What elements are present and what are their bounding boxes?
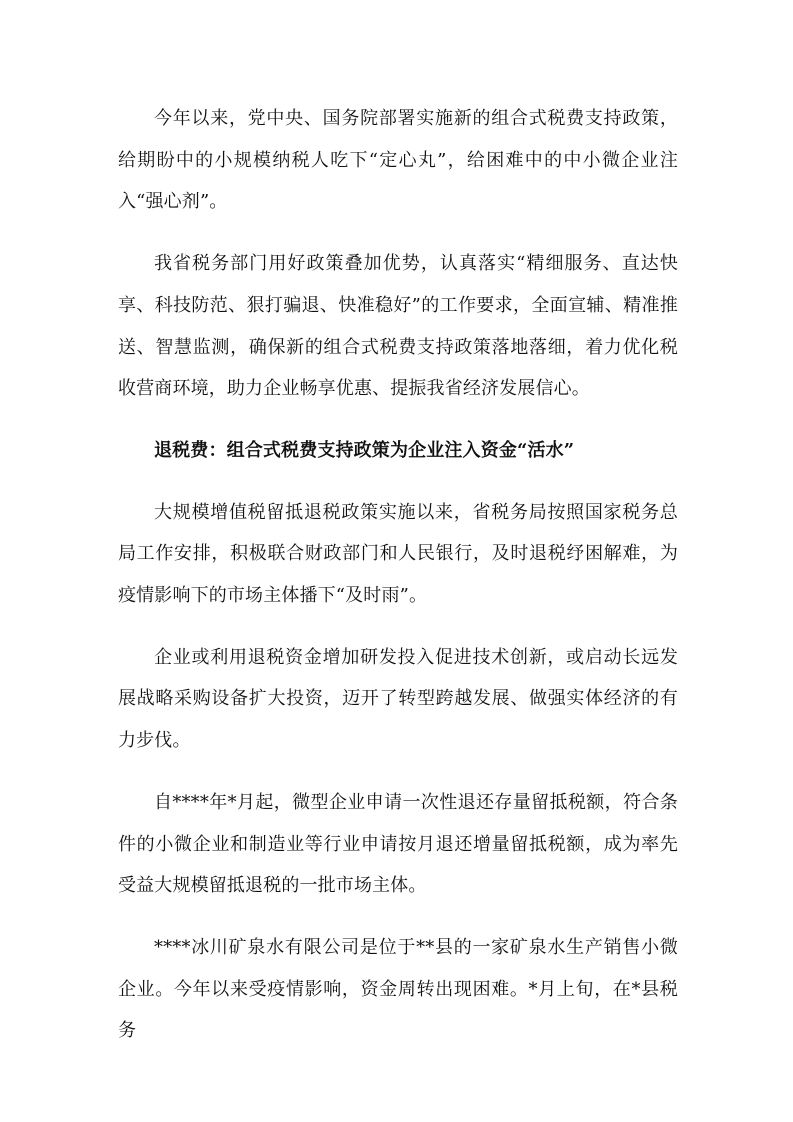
paragraph-vat-refund: 大规模增值税留抵退税政策实施以来，省税务局按照国家税务总局工作安排，积极联合财政部门和人民银行，及时退税纾困解难，为疫情影响下的市场主体播下“及时雨”。 bbox=[118, 501, 678, 607]
document-body bbox=[118, 98, 678, 1072]
paragraph-mineral-water-company: ****冰川矿泉水有限公司是位于**县的一家矿泉水生产销售小微企业。今年以来受疫情影响，资金周转出现困难。*月上旬，在*县税务 bbox=[118, 936, 678, 1042]
section-heading: 退税费：组合式税费支持政策为企业注入资金“活水” bbox=[154, 439, 575, 461]
paragraph-tax-department: 我省税务部门用好政策叠加优势，认真落实“精细服务、直达快享、科技防范、狠打骗退、快准稳好”的工作要求，全面宣辅、精准推送、智慧监测，确保新的组合式税费支持政策落地落细，着力优化税收营商环境，助力企业畅享优惠、提振我省经济发展信心。 bbox=[118, 253, 678, 400]
paragraph-intro: 今年以来，党中央、国务院部署实施新的组合式税费支持政策，给期盼中的小规模纳税人吃下“定心丸”，给困难中的中小微企业注入“强心剂”。 bbox=[118, 108, 678, 213]
paragraph-micro-enterprise: 自****年*月起，微型企业申请一次性退还存量留抵税额，符合条件的小微企业和制造业等行业申请按月退还增量留抵税额，成为率先受益大规模留抵退税的一批市场主体。 bbox=[118, 791, 678, 897]
paragraph-enterprise-investment: 企业或利用退税资金增加研发投入促进技术创新，或启动长远发展战略采购设备扩大投资，迈开了转型跨越发展、做强实体经济的有力步伐。 bbox=[118, 646, 678, 752]
